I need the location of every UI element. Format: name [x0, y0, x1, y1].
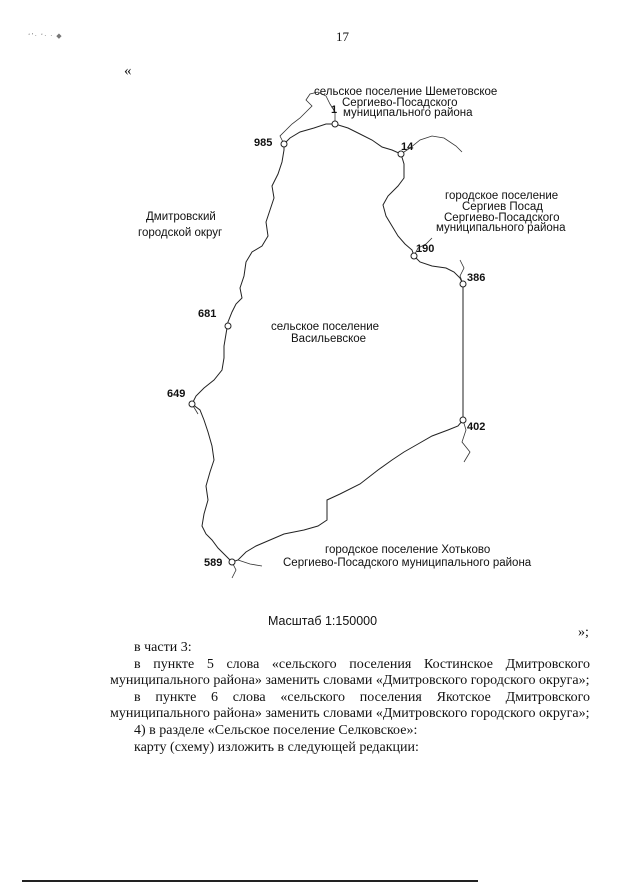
label-dmitrovsky-line1: Дмитровский [146, 211, 216, 223]
paragraph: в пункте 6 слова «сельского поселения Якотское Дмитровского муниципального района» заменить словами «Дмитровского городского округа»; [110, 689, 590, 722]
boundary-point-marker [460, 281, 466, 287]
closing-quote: »; [578, 625, 589, 640]
label-khotkovo-line1: городское поселение Хотьково [325, 544, 491, 556]
boundary-point-marker [225, 323, 231, 329]
label-sergiev-line1: городское поселение [445, 190, 559, 202]
boundary-point-marker [281, 141, 287, 147]
label-vasilevskoe-line1: сельское поселение [271, 321, 380, 333]
scan-artifact: ‘’· ‘· · ◆ [28, 32, 63, 40]
boundary-point-marker [460, 417, 466, 423]
point-label-681: 681 [198, 308, 217, 320]
page-number: 17 [336, 29, 349, 44]
paragraph: карту (схему) изложить в следующей редакции: [134, 739, 419, 755]
opening-quote: « [124, 63, 132, 79]
amendment-text [110, 640, 590, 756]
label-shemetovskoe-line2: Сергиево-Посадского [342, 97, 458, 109]
point-label-649: 649 [167, 388, 186, 400]
label-vasilevskoe-line2: Васильевское [291, 333, 367, 345]
boundary-point-marker [229, 559, 235, 565]
scan-bottom-edge [22, 880, 478, 882]
map-scale: Масштаб 1:150000 [268, 614, 378, 628]
point-label-14: 14 [401, 141, 414, 153]
external-boundary-north [280, 92, 338, 144]
point-label-402: 402 [467, 421, 486, 433]
paragraph: в части 3: [134, 640, 192, 655]
label-khotkovo-line2: Сергиево-Посадского муниципального района [283, 557, 532, 569]
label-dmitrovsky-line2: городской округ [138, 227, 223, 239]
point-label-1: 1 [331, 104, 338, 116]
point-label-386: 386 [467, 272, 486, 284]
point-label-985: 985 [254, 137, 273, 149]
point-label-190: 190 [416, 243, 435, 255]
boundary-point-marker [332, 121, 338, 127]
paragraph: в пункте 5 слова «сельского поселения Костинское Дмитровского муниципального района» заменить словами «Дмитровского городского округа»; [110, 656, 590, 689]
point-label-589: 589 [204, 557, 223, 569]
label-sergiev-line2: Сергиев Посад [462, 201, 543, 213]
label-sergiev-line3: Сергиево-Посадского [444, 212, 560, 224]
external-boundary-southwest [192, 404, 262, 578]
label-sergiev-line4: муниципального района [436, 222, 566, 234]
paragraph: 4) в разделе «Сельское поселение Селковское»: [134, 722, 418, 738]
boundary-point-marker [189, 401, 195, 407]
label-shemetovskoe-line3: муниципального района [343, 107, 473, 119]
label-shemetovskoe-line1: сельское поселение Шеметовское [314, 86, 498, 98]
